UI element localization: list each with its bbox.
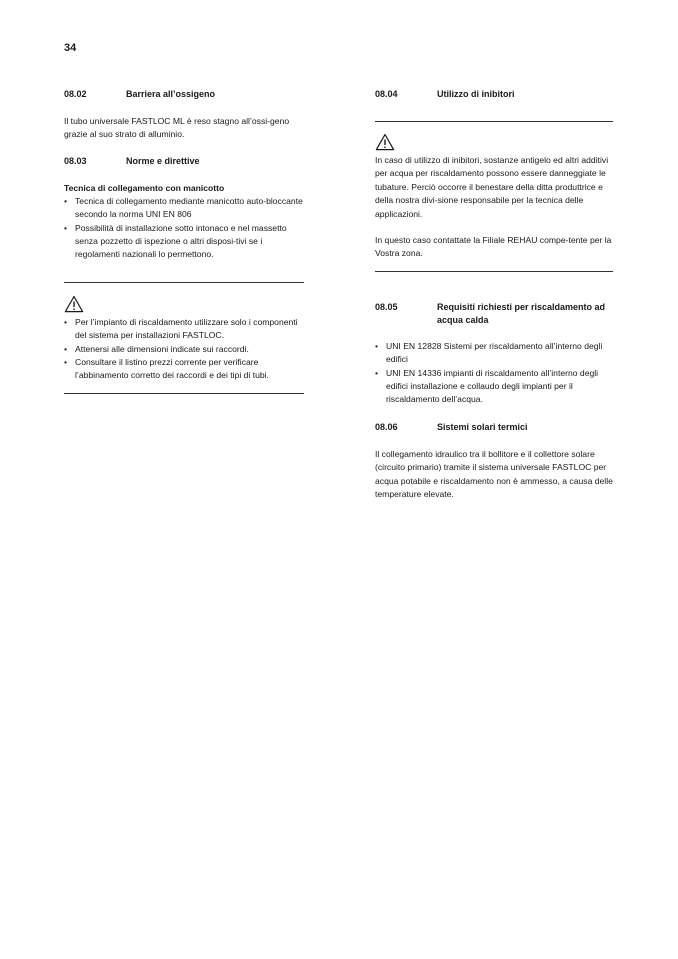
section-heading-0804 [375,88,615,101]
section-heading-0803 [64,155,304,168]
divider [64,282,304,283]
list-item: • Tecnica di collegamento mediante manicotto auto-bloccante secondo la norma UNI EN 806 [64,195,304,222]
list-item: • Possibilità di installazione sotto intonaco e nel massetto senza pozzetto di ispezione o altri disposi-tivi se i regolamenti nazionali lo permettono. [64,222,304,262]
page-number: 34 [64,42,77,54]
left-column [64,88,304,394]
section-heading-0806 [375,421,615,434]
section-title: Sistemi solari termici [437,421,528,432]
list-item: • Per l’impianto di riscaldamento utilizzare solo i componenti del sistema per installazioni FASTLOC. [64,316,304,343]
section-title: Utilizzo di inibitori [437,89,515,99]
bullet-list [64,195,304,262]
solar-thermal-paragraph: Il collegamento idraulico tra il bollitore e il collettore solare (circuito primario) tramite il sistema universale FASTLOC per acqua potabile e riscaldamento non è ammesso, a causa delle temperature elevate. [375,448,613,500]
section-number: 08.02 [64,89,87,99]
inhibitors-paragraph: In caso di utilizzo di inibitori, sostanze antigelo ed altri additivi per acqua per riscaldamento possono essere danneggiate le tubature. Perciò occorre il benestare della ditta produttrice e della nostra divi-sione responsabile per la tecnica delle applicazioni. [375,155,609,219]
section-number: 08.06 [375,421,398,432]
subheading-sleeve-connection: Tecnica di collegamento con manicotto [64,182,225,193]
oxygen-barrier-paragraph: Il tubo universale FASTLOC ML è reso stagno all’ossi-geno grazie al suo strato di alluminio. [64,116,290,140]
warning-triangle-icon [375,133,395,151]
standards-bullet-list [375,340,615,407]
list-item: • Consultare il listino prezzi corrente per verificare l’abbinamento corretto dei raccordi e dei tipi di tubi. [64,356,304,383]
section-title: Requisiti richiesti per riscaldamento ad acqua calda [437,301,606,325]
list-item: • UNI EN 12828 Sistemi per riscaldamento all’interno degli edifici [375,340,615,367]
section-heading-0805 [375,301,615,327]
section-heading-0802 [64,88,304,101]
warning-triangle-icon [64,295,84,313]
list-item: • Attenersi alle dimensioni indicate sui raccordi. [64,343,304,356]
divider [375,121,613,122]
contact-paragraph: In questo caso contattate la Filiale REHAU compe-tente per la Vostra zona. [375,235,612,259]
warning-bullet-list [64,316,304,383]
divider [375,271,613,272]
section-number: 08.04 [375,89,398,99]
right-column [375,88,615,502]
list-item: • UNI EN 14336 impianti di riscaldamento all’interno degli edifici installazione e collaudo degli impianti per il riscaldamento dell’acqua. [375,367,615,407]
divider [64,393,304,394]
section-number: 08.05 [375,301,398,312]
section-title: Norme e direttive [126,155,200,166]
section-title: Barriera all’ossigeno [126,89,216,99]
section-number: 08.03 [64,155,87,166]
